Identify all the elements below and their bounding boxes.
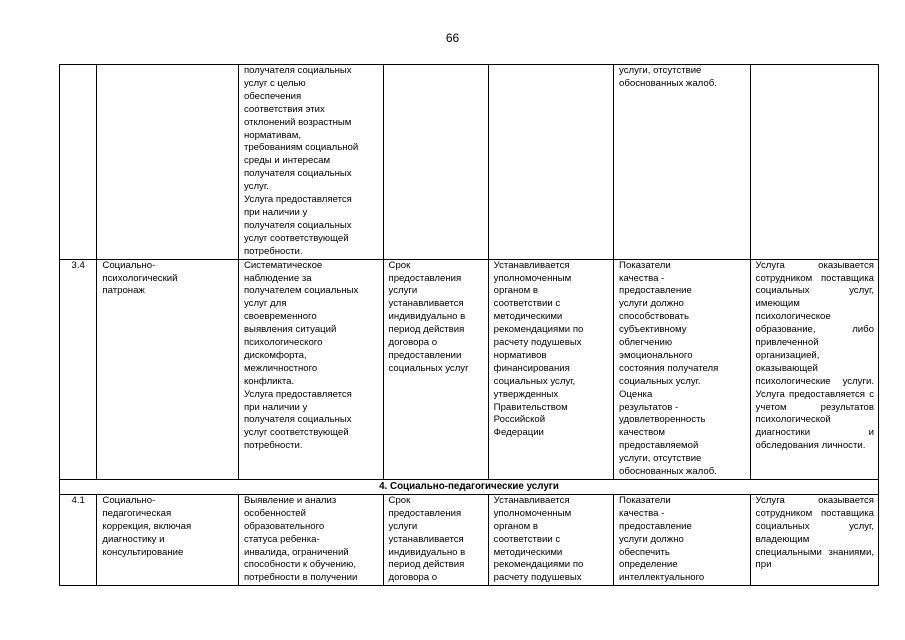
table-row [60, 65, 879, 260]
service-term: Срок предоставления услуги устанавливается индивидуально в период действия договора о предоставлении социальных услуг [383, 259, 488, 479]
service-term: Срок предоставления услуги устанавливается индивидуально в период действия договора о [383, 494, 488, 585]
service-quality: Показатели качества - предоставление услуги должно способствовать субъективному облегчению эмоционального состояния получателя социальных услуг. Оценка результатов - удовлетворенность качеством предоставляемой услуги, отсутствие обоснованных жалоб. [614, 259, 751, 479]
services-table [59, 64, 879, 586]
service-conditions: Услуга оказывается сотрудником поставщика социальных услуг, владеющим специальными знаниями, при [750, 494, 878, 585]
service-term [383, 65, 488, 260]
section-header: 4. Социально-педагогические услуги [60, 480, 879, 495]
row-number: 4.1 [60, 494, 97, 585]
service-norm: Устанавливается уполномоченным органом в соответствии с методическими рекомендациями по расчету подушевых [488, 494, 613, 585]
service-quality: Показатели качества - предоставление услуги должно обеспечить определение интеллектуального [614, 494, 751, 585]
row-number: 3.4 [60, 259, 97, 479]
row-number [60, 65, 97, 260]
service-name: Социально- педагогическая коррекция, включая диагностику и консультирование [97, 494, 239, 585]
table-row [60, 494, 879, 585]
table-row [60, 259, 879, 479]
section-header-row [60, 480, 879, 495]
service-description: Выявление и анализ особенностей образовательного статуса ребенка- инвалида, ограничений способности к обучению, потребности в получении [238, 494, 383, 585]
service-norm: Устанавливается уполномоченным органом в соответствии с методическими рекомендациями по расчету подушевых нормативов финансирования социальных услуг, утвержденных Правительством Российской Федерации [488, 259, 613, 479]
service-norm [488, 65, 613, 260]
service-conditions: Услуга оказывается сотрудником поставщика социальных услуг, имеющим психологическое образование, либо привлеченной организацией, оказывающей психологические услуги. Услуга предоставляется с учетом результатов психологической диагностики и обследования личности. [750, 259, 878, 479]
service-name: Социально- психологический патронаж [97, 259, 239, 479]
service-quality: услуги, отсутствие обоснованных жалоб. [614, 65, 751, 260]
service-description: Систематическое наблюдение за получателем социальных услуг для своевременного выявления ситуаций психологического дискомфорта, межличностного конфликта. Услуга предоставляется при наличии у получателя социальных услуг соответствующей потребности. [238, 259, 383, 479]
service-conditions [750, 65, 878, 260]
page-number: 66 [445, 31, 460, 45]
service-description: получателя социальных услуг с целью обеспечения соответствия этих отклонений возрастным нормативам, требованиям социальной среды и интересам получателя социальных услуг. Услуга предоставляется при наличии у получателя социальных услуг соответствующей потребности. [238, 65, 383, 260]
service-name [97, 65, 239, 260]
